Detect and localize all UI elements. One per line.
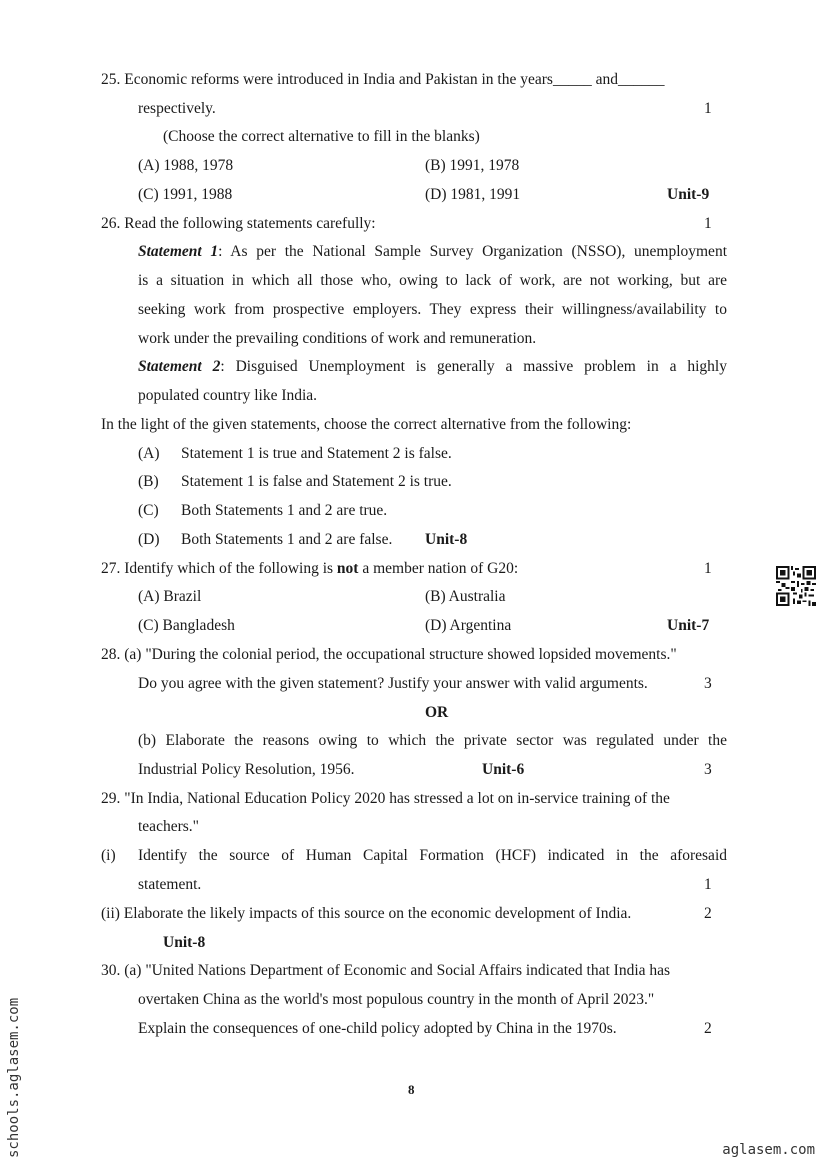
q26-statement-1-text: : As per the National Sample Survey Organization (NSSO), unemployment bbox=[218, 243, 727, 260]
q29-part-ii-text: (ii) Elaborate the likely impacts of this source on the economic development of India. bbox=[101, 905, 632, 922]
q25-option-d: (D) 1981, 1991 bbox=[425, 186, 521, 203]
q28a-text: 28. (a) "During the colonial period, the occupational structure showed lopsided movements." bbox=[101, 646, 677, 663]
q27-option-c: (C) Bangladesh bbox=[138, 617, 235, 634]
q28-unit: Unit-6 bbox=[482, 761, 525, 778]
q26-unit: Unit-8 bbox=[425, 531, 468, 548]
q26-statement-1-line2: is a situation in which all those who, owing to lack of work, are not working, but are bbox=[138, 272, 727, 289]
q26-option-d-text: Both Statements 1 and 2 are false. bbox=[181, 531, 393, 548]
footer-watermark: aglasem.com bbox=[722, 1142, 815, 1158]
q28a-marks: 3 bbox=[704, 675, 712, 692]
q25-text: 25. Economic reforms were introduced in India and Pakistan in the years_____ and______ bbox=[101, 71, 665, 88]
side-watermark: schools.aglasem.com bbox=[6, 997, 22, 1158]
q27-text-pre: 27. Identify which of the following is bbox=[101, 560, 337, 577]
q27-text-bold: not bbox=[336, 560, 359, 577]
q29-part-i-text: Identify the source of Human Capital Formation (HCF) indicated in the aforesaid bbox=[138, 847, 727, 864]
q29-unit: Unit-8 bbox=[163, 934, 206, 951]
q30-marks: 2 bbox=[704, 1020, 712, 1037]
qr-code-icon bbox=[776, 566, 816, 606]
q29-text-cont: teachers." bbox=[138, 818, 199, 835]
q28b-text: (b) Elaborate the reasons owing to which the private sector was regulated under the bbox=[138, 732, 727, 749]
q26-option-b-text: Statement 1 is false and Statement 2 is true. bbox=[181, 473, 452, 490]
q26-marks: 1 bbox=[704, 215, 712, 232]
q27-marks: 1 bbox=[704, 560, 712, 577]
q26-option-a-key: (A) bbox=[138, 445, 160, 462]
q25-text-cont: respectively. bbox=[138, 100, 216, 117]
q28-or: OR bbox=[425, 704, 449, 721]
q27-option-b: (B) Australia bbox=[425, 588, 506, 605]
q26-statement-1-line3: seeking work from prospective employers. They express their willingness/availability to bbox=[138, 301, 727, 318]
q29-part-i-key: (i) bbox=[101, 847, 116, 864]
q26-option-b-key: (B) bbox=[138, 473, 159, 490]
q27-unit: Unit-7 bbox=[667, 617, 710, 634]
q26-statement-2-text: : Disguised Unemployment is generally a massive problem in a highly bbox=[220, 358, 727, 375]
q26-prompt: In the light of the given statements, choose the correct alternative from the following: bbox=[101, 416, 632, 433]
q25-marks: 1 bbox=[704, 100, 712, 117]
page-number: 8 bbox=[408, 1082, 415, 1097]
q30-text-cont: overtaken China as the world's most populous country in the month of April 2023." bbox=[138, 991, 655, 1008]
q25-option-a: (A) 1988, 1978 bbox=[138, 157, 234, 174]
q26-statement-1-line1 bbox=[138, 242, 727, 262]
q26-option-c-key: (C) bbox=[138, 502, 159, 519]
q25-instruction: (Choose the correct alternative to fill in the blanks) bbox=[163, 128, 480, 145]
q27-option-a: (A) Brazil bbox=[138, 588, 202, 605]
q26-statement-2-line2: populated country like India. bbox=[138, 387, 318, 404]
q25-option-b: (B) 1991, 1978 bbox=[425, 157, 520, 174]
q26-option-a-text: Statement 1 is true and Statement 2 is false. bbox=[181, 445, 452, 462]
q28a-text-cont: Do you agree with the given statement? Justify your answer with valid arguments. bbox=[138, 675, 648, 692]
q26-statement-2-line1 bbox=[138, 357, 727, 377]
q29-text: 29. "In India, National Education Policy 2020 has stressed a lot on in-service training of the bbox=[101, 790, 670, 807]
q30-text: 30. (a) "United Nations Department of Economic and Social Affairs indicated that India has bbox=[101, 962, 671, 979]
q28b-text-cont: Industrial Policy Resolution, 1956. bbox=[138, 761, 355, 778]
q25-option-c: (C) 1991, 1988 bbox=[138, 186, 233, 203]
q29-part-i-text-cont: statement. bbox=[138, 876, 202, 893]
q30-text-cont-2: Explain the consequences of one-child policy adopted by China in the 1970s. bbox=[138, 1020, 617, 1037]
q29-part-ii-marks: 2 bbox=[704, 905, 712, 922]
q27-option-d: (D) Argentina bbox=[425, 617, 512, 634]
q26-statement-1-line4: work under the prevailing conditions of work and remuneration. bbox=[138, 330, 537, 347]
q28b-marks: 3 bbox=[704, 761, 712, 778]
q27-text-post: a member nation of G20: bbox=[358, 560, 519, 577]
q26-statement-1-label: Statement 1 bbox=[138, 243, 219, 260]
q26-statement-2-label: Statement 2 bbox=[138, 358, 221, 375]
q27-text bbox=[101, 559, 518, 579]
q29-part-i-marks: 1 bbox=[704, 876, 712, 893]
q25-unit: Unit-9 bbox=[667, 186, 710, 203]
q26-option-d-key: (D) bbox=[138, 531, 160, 548]
q26-option-c-text: Both Statements 1 and 2 are true. bbox=[181, 502, 388, 519]
q26-intro: 26. Read the following statements carefully: bbox=[101, 215, 376, 232]
